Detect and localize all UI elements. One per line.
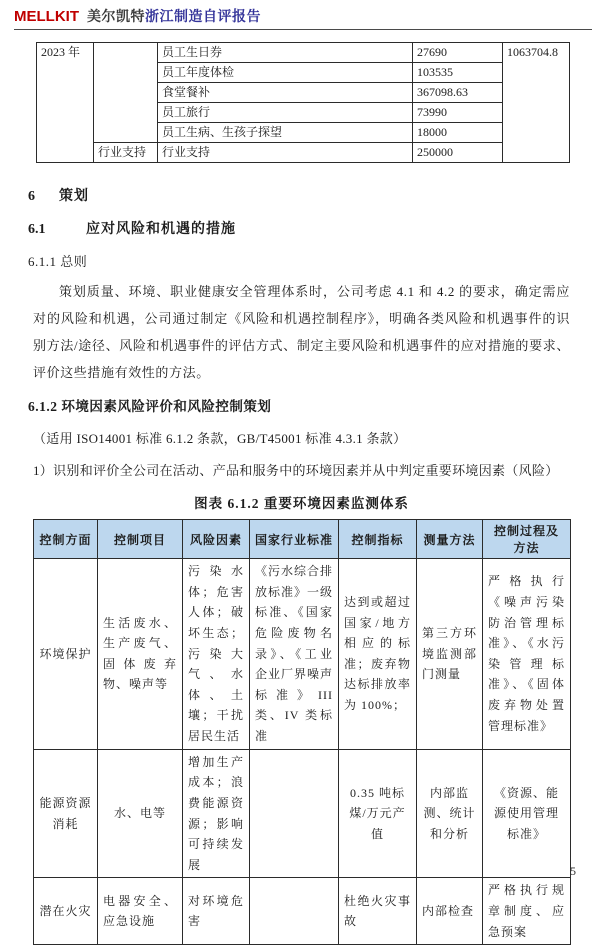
benefit-item: 员工生日券	[158, 43, 413, 63]
measurement-cell: 内部检查	[417, 878, 483, 945]
risk-cell: 增加生产成本；浪费能源资源；影响可持续发展	[183, 749, 250, 878]
benefit-item: 员工旅行	[158, 103, 413, 123]
measurement-cell: 第三方环境监测部门测量	[417, 559, 483, 750]
env-monitoring-table	[33, 519, 571, 945]
benefit-value: 367098.63	[413, 83, 503, 103]
section-heading-6-1-2: 6.1.2 环境因素风险评价和风险控制策划	[28, 399, 272, 414]
year-cell: 2023 年	[37, 43, 94, 163]
indicator-cell: 0.35 吨标煤/万元产值	[339, 749, 417, 878]
table-header-row	[34, 520, 571, 559]
item-cell: 生活废水、生产废气、固体废弃物、噪声等	[98, 559, 183, 750]
benefit-value: 18000	[413, 123, 503, 143]
standard-cell	[250, 878, 339, 945]
risk-cell: 污染水体；危害人体；破坏生态；污染大气、水体、土壤；干扰居民生活	[183, 559, 250, 750]
table-row	[37, 143, 570, 163]
document-page	[0, 6, 600, 939]
section-title: 策划	[59, 189, 89, 204]
column-header: 控制方面	[34, 520, 98, 559]
section-heading-6-1-1: 6.1.1 总则	[28, 254, 88, 269]
item-cell: 电器安全、应急设施	[98, 878, 183, 945]
table-row	[34, 878, 571, 945]
column-header: 控制过程及方法	[483, 520, 571, 559]
aspect-cell: 能源资源消耗	[34, 749, 98, 878]
process-cell: 《资源、能源使用管理标准》	[483, 749, 571, 878]
column-header: 控制指标	[339, 520, 417, 559]
process-cell: 严格执行规章制度、应急预案	[483, 878, 571, 945]
aspect-cell: 环境保护	[34, 559, 98, 750]
report-title: 浙江制造自评报告	[145, 10, 261, 25]
benefit-value: 250000	[413, 143, 503, 163]
category-cell: 行业支持	[94, 143, 158, 163]
section-number: 6	[28, 189, 35, 204]
benefit-item: 员工年度体检	[158, 63, 413, 83]
empty-category-cell	[94, 43, 158, 143]
body-paragraph: 策划质量、环境、职业健康安全管理体系时，公司考虑 4.1 和 4.2 的要求，确定需应对的风险和机遇，公司通过制定《风险和机遇控制程序》，明确各类风险和机遇事件的识别方法/途径、风险和机遇事件的评估方式、制定主要风险和机遇事件的应对措施的要求、评价这些措施有效性的方法。	[33, 284, 570, 380]
report-header	[14, 6, 592, 30]
benefit-item: 员工生病、生孩子探望	[158, 123, 413, 143]
benefit-value: 103535	[413, 63, 503, 83]
column-header: 测量方法	[417, 520, 483, 559]
page-number: 5	[570, 864, 576, 878]
process-cell: 严格执行《噪声污染防治管理标准》、《水污染管理标准》、《固体废弃物处置管理标准》	[483, 559, 571, 750]
table-caption: 图表 6.1.2 重要环境因素监测体系	[194, 496, 409, 511]
section-title: 应对风险和机遇的措施	[86, 222, 236, 237]
indicator-cell: 杜绝火灾事故	[339, 878, 417, 945]
standard-cell: 《污水综合排放标准》一级标准、《国家危险废物名录》、《工业企业厂界噪声标准》III 类、IV 类标准	[250, 559, 339, 750]
item-cell: 水、电等	[98, 749, 183, 878]
table-row	[34, 749, 571, 878]
benefit-value: 73990	[413, 103, 503, 123]
total-cell: 1063704.8	[503, 43, 570, 163]
benefit-item: 食堂餐补	[158, 83, 413, 103]
risk-cell: 对环境危害	[183, 878, 250, 945]
section-number: 6.1	[28, 222, 46, 237]
column-header: 风险因素	[183, 520, 250, 559]
benefits-table	[36, 42, 570, 163]
applicability-note: （适用 ISO14001 标准 6.1.2 条款，GB/T45001 标准 4.3.1 条款）	[33, 431, 407, 446]
benefit-value: 27690	[413, 43, 503, 63]
section-heading-6	[28, 185, 570, 205]
aspect-cell: 潜在火灾	[34, 878, 98, 945]
measurement-cell: 内部监测、统计和分析	[417, 749, 483, 878]
table-row	[37, 43, 570, 63]
standard-cell	[250, 749, 339, 878]
brand-logo: MELLKIT	[14, 8, 79, 25]
column-header: 控制项目	[98, 520, 183, 559]
column-header: 国家行业标准	[250, 520, 339, 559]
section-heading-6-1	[28, 218, 570, 238]
indicator-cell: 达到或超过国家/地方相应的标准；废弃物达标排放率为 100%；	[339, 559, 417, 750]
table-row	[34, 559, 571, 750]
list-item-1: 1）识别和评价全公司在活动、产品和服务中的环境因素并从中判定重要环境因素（风险）	[33, 463, 559, 478]
company-name: 美尔凯特	[87, 10, 145, 25]
benefit-item: 行业支持	[158, 143, 413, 163]
